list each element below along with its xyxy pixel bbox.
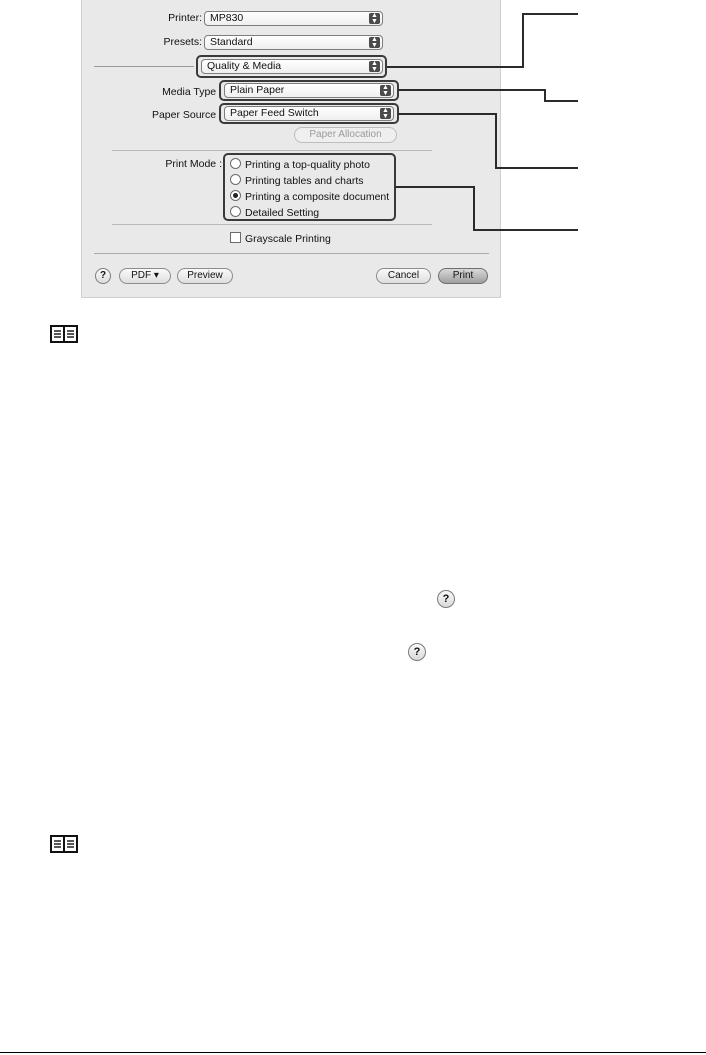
media-type-value: Plain Paper [230,84,285,96]
paper-source-popup[interactable] [224,106,394,121]
print-mode-option-2[interactable]: Printing tables and charts [230,174,363,188]
presets-value: Standard [210,36,253,48]
print-mode-label: Print Mode : [165,158,222,170]
separator-2 [112,224,432,225]
popup-arrows-icon: ▲ ▼ [380,85,391,96]
radio-button[interactable] [230,206,241,217]
popup-arrows-icon: ▲ ▼ [369,61,380,72]
printer-label: Printer: [168,12,202,24]
printer-value: MP830 [210,12,244,24]
help-button[interactable]: ? [95,268,111,284]
popup-arrows-icon: ▲ ▼ [369,37,380,48]
presets-popup[interactable] [204,35,383,50]
panel-popup[interactable] [201,59,383,74]
media-type-label: Media Type : [162,86,222,98]
paper-source-label: Paper Source : [151,109,222,121]
separator-3 [94,253,489,254]
presets-label: Presets: [163,36,202,48]
pdf-button[interactable]: PDF ▾ [119,268,171,284]
separator-1 [112,150,432,151]
note-book-icon [50,835,78,853]
popup-arrows-icon: ▲ ▼ [369,13,380,24]
help-icon: ? [437,590,455,608]
radio-button-selected[interactable] [230,190,241,201]
popup-arrows-icon: ▲ ▼ [380,108,391,119]
cancel-button[interactable]: Cancel [376,268,431,284]
grayscale-option[interactable]: Grayscale Printing [230,232,331,246]
panel-separator-left [94,66,194,67]
print-mode-option-1[interactable]: Printing a top-quality photo [230,158,370,172]
media-type-popup[interactable] [224,83,394,98]
print-mode-option-4[interactable]: Detailed Setting [230,206,319,220]
paper-allocation-button[interactable]: Paper Allocation [294,127,397,143]
printer-popup[interactable] [204,11,383,26]
print-dialog [81,0,501,298]
note-book-icon [50,325,78,343]
page-bottom-rule [0,1052,706,1053]
print-mode-option-3[interactable]: Printing a composite document [230,190,389,204]
radio-button[interactable] [230,174,241,185]
paper-source-value: Paper Feed Switch [230,107,319,119]
panel-value: Quality & Media [207,60,282,72]
print-button[interactable]: Print [438,268,488,284]
grayscale-checkbox[interactable] [230,232,241,243]
radio-button[interactable] [230,158,241,169]
help-icon: ? [408,643,426,661]
preview-button[interactable]: Preview [177,268,233,284]
